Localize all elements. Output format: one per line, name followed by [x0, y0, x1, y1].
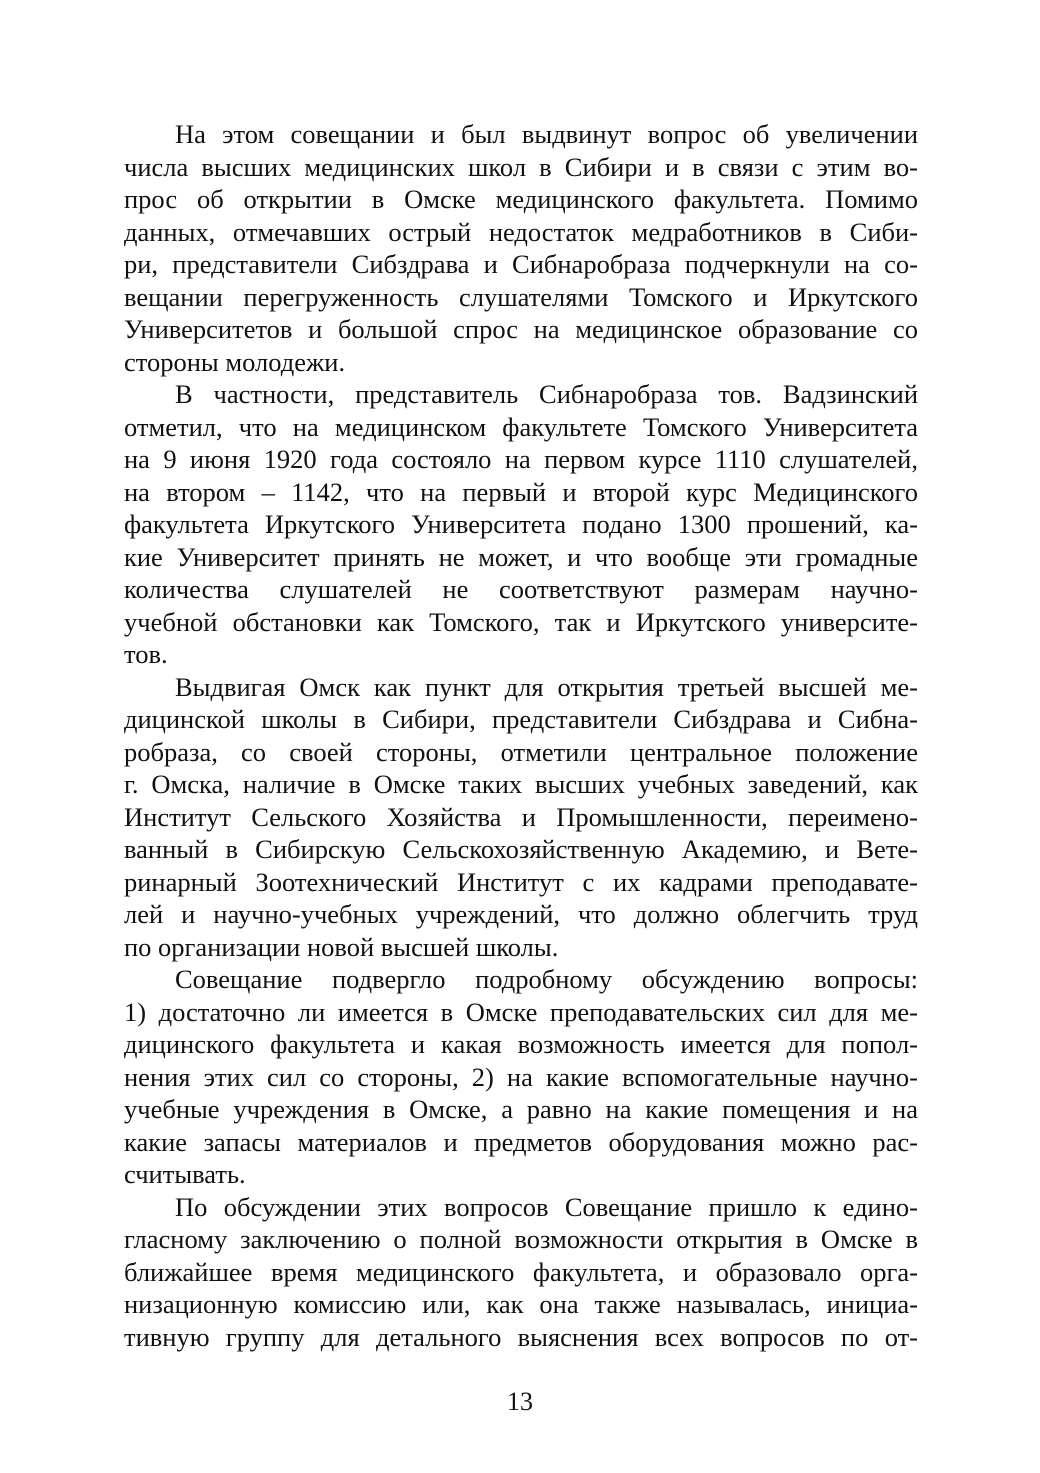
- text-line: учебные учреждения в Омске, а равно на какие помещения и на: [124, 1094, 918, 1124]
- text-line: Институт Сельского Хозяйства и Промышленности, переимено-: [124, 801, 918, 832]
- text-line: тивную группу для детального выяснения всех вопросов по от-: [124, 1321, 918, 1352]
- text-line: числа высших медицинских школ в Сибири и в связи с этим во-: [124, 151, 918, 182]
- text-line: на 9 июня 1920 года состояло на первом курсе 1110 слушателей,: [124, 444, 918, 474]
- text-line: дицинского факультета и какая возможность имеется для попол-: [124, 1029, 918, 1059]
- text-line: ри, представители Сибздрава и Сибнаробраза подчеркнули на со-: [124, 249, 918, 279]
- text-line: ринарный Зоотехнический Институт с их кадрами преподавате-: [124, 866, 918, 897]
- text-line: робраза, со своей стороны, отметили центральное положение: [124, 736, 918, 767]
- text-line: по организации новой высшей школы.: [124, 931, 559, 962]
- paragraph: [124, 118, 918, 378]
- text-line: данных, отмечавших острый недостаток медработников в Сиби-: [124, 216, 918, 247]
- text-line: нения этих сил со стороны, 2) на какие вспомогательные научно-: [124, 1061, 918, 1092]
- text-line: В частности, представитель Сибнаробраза тов. Вадзинский: [175, 379, 918, 409]
- text-line: кие Университет принять не может, и что вообще эти громадные: [124, 541, 918, 572]
- text-line: учебной обстановки как Томского, так и Иркутского университе-: [124, 606, 918, 637]
- text-line: Университетов и большой спрос на медицинское образование со: [124, 314, 918, 344]
- text-line: стороны молодежи.: [124, 346, 346, 377]
- paragraph: [124, 671, 918, 964]
- text-line: прос об открытии в Омске медицинского факультета. Помимо: [124, 184, 918, 214]
- text-line: 1) достаточно ли имеется в Омске преподавательских сил для ме-: [124, 996, 918, 1027]
- text-line: Выдвигая Омск как пункт для открытия третьей высшей ме-: [175, 671, 918, 702]
- text-line: лей и научно-учебных учреждений, что должно облегчить труд: [124, 899, 918, 929]
- text-line: На этом совещании и был выдвинут вопрос об увеличении: [175, 119, 918, 149]
- text-line: факультета Иркутского Университета подано 1300 прошений, ка-: [124, 509, 918, 539]
- page-body: [124, 118, 918, 1353]
- text-line: дицинской школы в Сибири, представители Сибздрава и Сибна-: [124, 704, 918, 734]
- paragraph: [124, 963, 918, 1191]
- text-line: ванный в Сибирскую Сельскохозяйственную Академию, и Вете-: [124, 834, 918, 864]
- page-number: 13: [507, 1387, 533, 1416]
- text-line: По обсуждении этих вопросов Совещание пришло к едино-: [175, 1191, 918, 1222]
- text-line: отметил, что на медицинском факультете Томского Университета: [124, 411, 918, 442]
- paragraph: [124, 1191, 918, 1354]
- text-line: ближайшее время медицинского факультета, и образовало орга-: [124, 1256, 918, 1287]
- text-line: тов.: [124, 639, 168, 669]
- paragraph: [124, 378, 918, 671]
- text-line: на втором – 1142, что на первый и второй курс Медицинского: [124, 476, 918, 507]
- text-line: вещании перегруженность слушателями Томского и Иркутского: [124, 281, 918, 312]
- text-line: низационную комиссию или, как она также называлась, инициа-: [124, 1289, 918, 1319]
- text-line: количества слушателей не соответствуют размерам научно-: [124, 574, 918, 604]
- text-line: г. Омска, наличие в Омске таких высших учебных заведений, как: [124, 769, 918, 799]
- text-line: Совещание подвергло подробному обсуждению вопросы:: [175, 964, 918, 994]
- text-line: считывать.: [124, 1159, 246, 1189]
- text-line: какие запасы материалов и предметов оборудования можно рас-: [124, 1126, 918, 1157]
- text-line: гласному заключению о полной возможности открытия в Омске в: [124, 1224, 918, 1254]
